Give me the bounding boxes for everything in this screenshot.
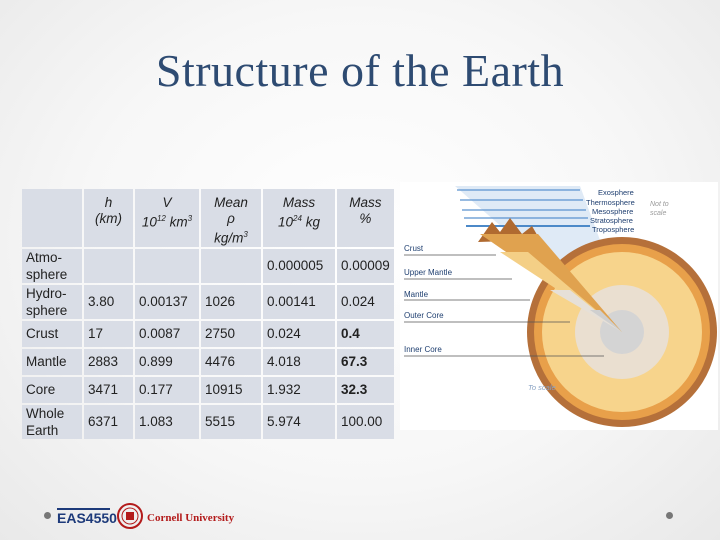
cell-pct: 100.00 — [337, 405, 394, 439]
table-row — [22, 249, 394, 283]
table-header-row — [22, 189, 394, 247]
cell-h: 2883 — [84, 349, 133, 375]
cell-pct: 0.024 — [337, 285, 394, 319]
header-h-symbol: h — [104, 195, 113, 210]
header-rho-unit-exp: 3 — [243, 230, 248, 239]
header-mass-exp: 24 — [293, 214, 302, 223]
row-label-atmosphere — [22, 249, 82, 283]
cell-v: 0.0087 — [135, 321, 199, 347]
label-mantle: Mantle — [404, 290, 429, 299]
cell-mass: 0.000005 — [263, 249, 335, 283]
table-row — [22, 405, 394, 439]
row-label-line: Whole — [26, 405, 65, 421]
label-upper-mantle: Upper Mantle — [404, 268, 453, 277]
cell-v: 0.00137 — [135, 285, 199, 319]
earth-structure-table — [20, 187, 396, 441]
header-mass-unit: kg — [301, 214, 320, 230]
cell-v: 0.899 — [135, 349, 199, 375]
header-rho-unit: kg/m — [214, 230, 244, 246]
cell-v: 1.083 — [135, 405, 199, 439]
header-pct-word: Mass — [349, 195, 382, 210]
cell-mass: 5.974 — [263, 405, 335, 439]
label-exosphere: Exosphere — [598, 188, 634, 197]
cell-h: 6371 — [84, 405, 133, 439]
table-header-empty — [22, 189, 82, 247]
cell-rho: 1026 — [201, 285, 261, 319]
header-v-unit-exp: 3 — [187, 214, 193, 223]
label-to-scale: To scale — [528, 383, 556, 392]
table-header-mass-pct — [337, 189, 394, 247]
label-crust: Crust — [404, 244, 424, 253]
row-label-core — [22, 377, 82, 403]
table-header-h — [84, 189, 133, 247]
earth-layers-diagram — [400, 182, 718, 430]
table-row — [22, 349, 394, 375]
row-label-line: Mantle — [26, 354, 67, 369]
row-label-line: Core — [26, 382, 56, 397]
footer-bullet-right — [666, 512, 673, 519]
cornell-seal-icon — [117, 502, 143, 530]
cell-rho: 4476 — [201, 349, 261, 375]
footer-bullet-left — [44, 512, 51, 519]
header-pct-symbol: % — [359, 211, 372, 226]
cell-h: 3.80 — [84, 285, 133, 319]
table-header-mass — [263, 189, 335, 247]
label-not-to-scale-2: scale — [650, 210, 667, 217]
row-label-mantle — [22, 349, 82, 375]
cell-rho — [201, 249, 261, 283]
table-row — [22, 285, 394, 319]
header-rho-symbol: ρ — [227, 211, 235, 226]
header-v-unit: km — [165, 214, 188, 230]
header-v-base: 10 — [141, 214, 157, 230]
row-label-hydrosphere — [22, 285, 82, 319]
label-troposphere: Troposphere — [592, 225, 635, 234]
label-stratosphere: Stratosphere — [590, 216, 633, 225]
cell-mass: 0.00141 — [263, 285, 335, 319]
label-outer-core: Outer Core — [404, 311, 444, 320]
label-not-to-scale-1: Not to — [650, 201, 669, 208]
header-v-symbol: V — [162, 195, 172, 210]
table-header-volume — [135, 189, 199, 247]
cell-v: 0.177 — [135, 377, 199, 403]
table-header-density — [201, 189, 261, 247]
label-inner-core: Inner Core — [404, 345, 442, 354]
table-row — [22, 377, 394, 403]
cell-h — [84, 249, 133, 283]
row-label-crust — [22, 321, 82, 347]
row-label-whole-earth — [22, 405, 82, 439]
row-label-line: Hydro- — [26, 285, 67, 301]
row-label-line: sphere — [26, 302, 68, 318]
cell-pct: 67.3 — [337, 349, 394, 375]
cell-mass: 4.018 — [263, 349, 335, 375]
header-v-exp: 12 — [156, 214, 166, 223]
cell-v — [135, 249, 199, 283]
cell-h: 17 — [84, 321, 133, 347]
row-label-line: Earth — [26, 422, 59, 438]
slide-title: Structure of the Earth — [155, 45, 565, 96]
cell-mass: 1.932 — [263, 377, 335, 403]
cell-h: 3471 — [84, 377, 133, 403]
row-label-line: Crust — [26, 326, 59, 341]
cell-rho: 5515 — [201, 405, 261, 439]
cell-rho: 2750 — [201, 321, 261, 347]
university-name: Cornell University — [147, 512, 235, 524]
row-label-line: Atmo- — [26, 249, 63, 265]
course-code: EAS4550 — [57, 510, 117, 526]
cell-pct: 0.00009 — [337, 249, 394, 283]
label-mesosphere: Mesosphere — [592, 207, 634, 216]
cell-pct: 0.4 — [337, 321, 394, 347]
cell-rho: 10915 — [201, 377, 261, 403]
header-rho-word: Mean — [214, 195, 248, 210]
label-thermosphere: Thermosphere — [586, 198, 635, 207]
row-label-line: sphere — [26, 266, 68, 282]
cell-mass: 0.024 — [263, 321, 335, 347]
header-h-unit: (km) — [95, 211, 122, 226]
cell-pct: 32.3 — [337, 377, 394, 403]
table-row — [22, 321, 394, 347]
header-mass-word: Mass — [282, 195, 316, 210]
header-mass-base: 10 — [278, 214, 294, 230]
